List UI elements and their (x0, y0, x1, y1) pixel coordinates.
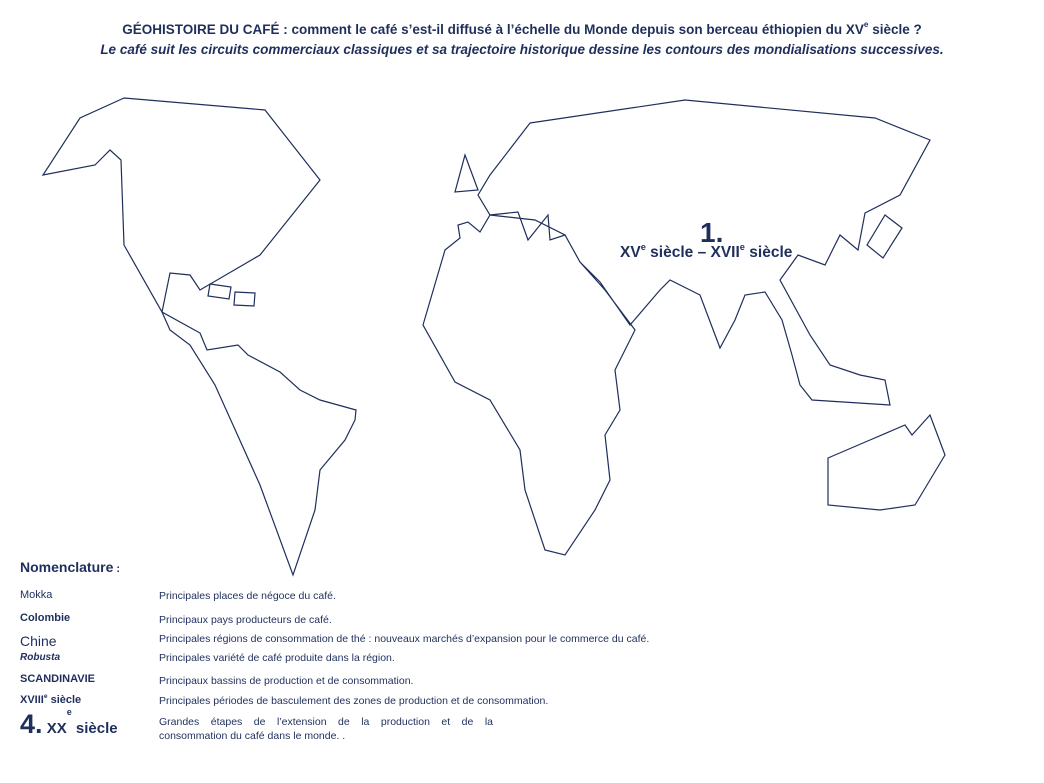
legend-desc-stages: Grandes étapes de l’extension de la production et de la consommation du café dans le monde. . (159, 716, 493, 742)
japan-outline (867, 215, 902, 258)
caribbean-island-2 (234, 292, 255, 306)
legend-key-tea-regions: Chine (20, 633, 57, 649)
australia-outline (828, 415, 945, 510)
map-subtitle: Le café suit les circuits commerciaux classiques et sa trajectoire historique dessine les contours des mondialisations successives. (100, 42, 944, 57)
period-label: XVe siècle – XVIIe siècle (620, 242, 793, 261)
scandinavia-outline (455, 155, 478, 192)
legend-desc-tea-regions: Principales régions de consommation de thé : nouveaux marchés d’expansion pour le commerce du café. (159, 633, 650, 645)
legend-desc-periods: Principales périodes de basculement des zones de production et de consommation. (159, 695, 549, 707)
legend-desc-trade-places: Principales places de négoce du café. (159, 590, 336, 602)
legend-title: Nomenclature : (20, 559, 121, 575)
legend-key-periods: XVIIIe siècle (20, 692, 82, 706)
legend-desc-producers: Principaux pays producteurs de café. (159, 614, 332, 626)
period-number: 1. (700, 217, 724, 248)
map-title: GÉOHISTOIRE DU CAFÉ : comment le café s’est-il diffusé à l’échelle du Monde depuis son berceau éthiopien du XVe siècle ? (122, 20, 922, 37)
legend-key-producers: Colombie (20, 612, 71, 624)
legend-key-stages: 4. XXe siècle (20, 707, 118, 739)
americas-outline (43, 98, 356, 575)
eurasia-africa-outline (423, 100, 930, 555)
legend-key-basins: SCANDINAVIE (20, 673, 95, 685)
legend-desc-basins: Principaux bassins de production et de consommation. (159, 675, 414, 687)
legend-key-variety: Robusta (20, 652, 60, 663)
legend-key-trade-places: Mokka (20, 589, 53, 601)
caribbean-island-1 (208, 284, 231, 299)
legend-desc-variety: Principales variété de café produite dans la région. (159, 652, 395, 664)
